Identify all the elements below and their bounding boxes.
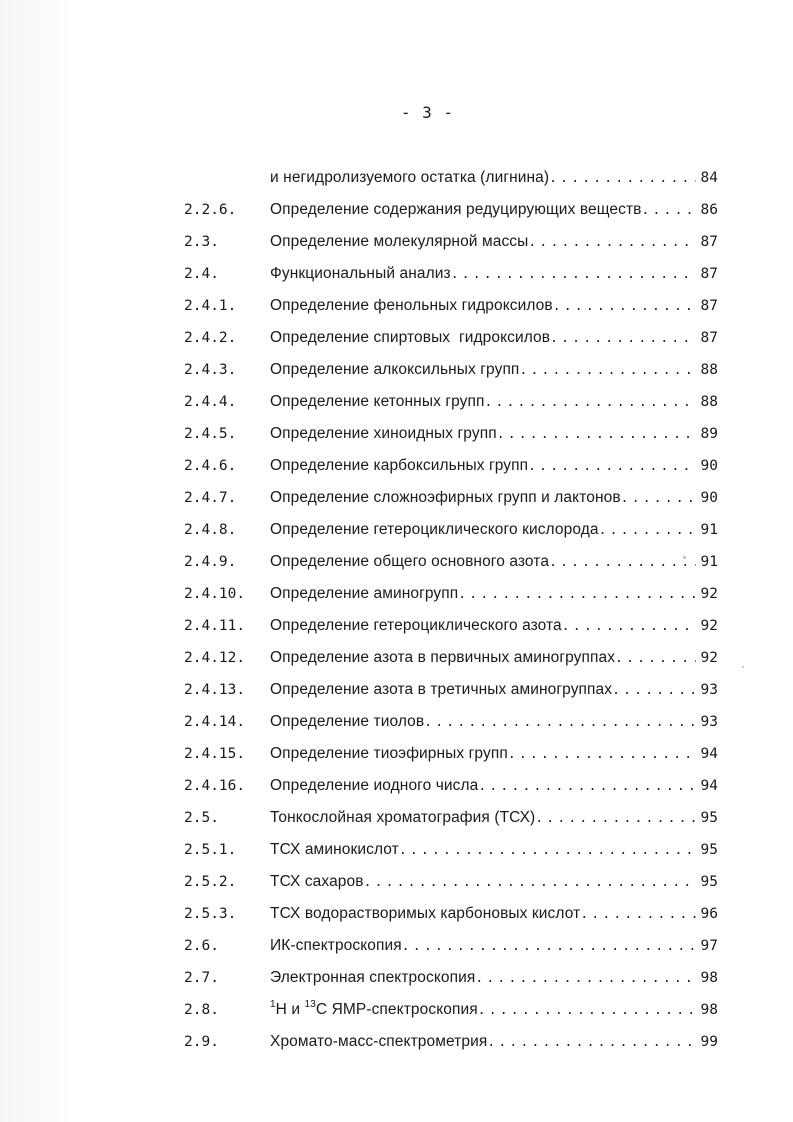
toc-entry-number: 2.4.9.	[184, 554, 237, 570]
toc-leader	[451, 263, 696, 287]
toc-leader	[528, 455, 696, 479]
toc-entry-title: Функциональный анализ	[270, 265, 451, 282]
title-fragment: Н и	[275, 1001, 305, 1018]
toc-entry-number: 2.2.6.	[184, 202, 237, 218]
toc-entry-number: 2.8.	[184, 1002, 219, 1018]
toc-leader	[599, 519, 696, 543]
toc-entry-number: 2.5.	[184, 810, 219, 826]
toc-entry	[0, 838, 793, 862]
toc-entry-number: 2.4.3.	[184, 362, 237, 378]
toc-leader	[549, 167, 696, 191]
toc-entry-page: 87	[700, 330, 718, 346]
toc-entry-page: 92	[700, 650, 718, 666]
toc-entry-number: 2.4.13.	[184, 682, 246, 698]
toc-entry-number: 2.5.3.	[184, 906, 237, 922]
toc-leader	[621, 487, 696, 511]
toc-entry-page: 90	[700, 458, 718, 474]
toc-entry-title: Определение сложноэфирных групп и лактонов	[270, 489, 621, 506]
toc-entry-number: 2.4.12.	[184, 650, 246, 666]
toc-entry-title: Определение молекулярной массы	[270, 233, 529, 250]
toc-entry-number: 2.4.	[184, 266, 219, 282]
toc-entry	[0, 966, 793, 990]
toc-entry-title: Определение алкоксильных групп	[270, 361, 520, 378]
toc-entry-title: Определение азота в первичных аминогруппах	[270, 649, 616, 666]
toc-leader	[562, 615, 696, 639]
toc-leader	[399, 839, 696, 863]
toc-entry-number: 2.5.1.	[184, 842, 237, 858]
page-number: - 3 -	[400, 103, 455, 122]
title-fragment: С ЯМР-спектроскопия	[315, 1001, 478, 1018]
toc-entry-title: ТСХ водорастворимых карбоновых кислот	[270, 905, 581, 922]
toc-leader	[458, 583, 696, 607]
toc-entry	[0, 774, 793, 798]
toc-entry-title: Определение гетероциклического кислорода	[270, 521, 599, 538]
toc-entry-page: 99	[700, 1034, 718, 1050]
toc-entry-number: 2.4.10.	[184, 586, 246, 602]
toc-entry-title: Определение тиоэфирных групп	[270, 745, 508, 762]
toc-entry-title: Определение спиртовых гидроксилов	[270, 329, 551, 346]
toc-entry-page: 91	[700, 554, 718, 570]
toc-entry-page: 92	[700, 618, 718, 634]
toc-entry-page: 97	[700, 938, 718, 954]
toc-entry-title: Определение фенольных гидроксилов	[270, 297, 553, 314]
toc-leader	[475, 967, 696, 991]
toc-entry	[0, 326, 793, 350]
toc-entry-page: 95	[700, 842, 718, 858]
toc-entry-title: Определение иодного числа	[270, 777, 479, 794]
toc-entry-number: 2.4.8.	[184, 522, 237, 538]
toc-entry-title: Определение тиолов	[270, 713, 425, 730]
toc-entry-number: 2.7.	[184, 970, 219, 986]
toc-leader	[615, 647, 696, 671]
toc-leader	[508, 743, 696, 767]
toc-entry-title: Определение содержания редуцирующих веществ	[270, 201, 642, 218]
toc-leader	[550, 327, 696, 351]
toc-entry	[0, 454, 793, 478]
toc-entry-page: 94	[700, 778, 718, 794]
scan-speck	[683, 556, 686, 559]
superscript-mass-number: 13	[304, 999, 316, 1010]
toc-entry-title: Определение хиноидных групп	[270, 425, 497, 442]
toc-entry-title	[270, 998, 478, 1022]
toc-entry-page: 88	[700, 394, 718, 410]
toc-entry	[0, 358, 793, 382]
toc-entry	[0, 614, 793, 638]
toc-entry	[0, 166, 793, 190]
toc-leader	[642, 199, 697, 223]
toc-entry-number: 2.4.2.	[184, 330, 237, 346]
toc-entry	[0, 678, 793, 702]
toc-leader	[402, 935, 696, 959]
toc-entry-title: Определение азота в третичных аминогруппах	[270, 681, 613, 698]
toc-leader	[487, 1031, 696, 1055]
toc-leader	[478, 775, 696, 799]
toc-entry	[0, 422, 793, 446]
toc-entry-number: 2.4.6.	[184, 458, 237, 474]
toc-entry	[0, 902, 793, 926]
toc-leader	[497, 423, 696, 447]
toc-entry-title: ТСХ аминокислот	[270, 841, 399, 858]
toc-leader	[535, 807, 696, 831]
toc-entry	[0, 262, 793, 286]
toc-leader	[553, 295, 696, 319]
toc-entry-page: 88	[700, 362, 718, 378]
toc-leader	[612, 679, 696, 703]
toc-entry-number: 2.4.1.	[184, 298, 237, 314]
toc-entry	[0, 550, 793, 574]
toc-entry-number: 2.4.16.	[184, 778, 246, 794]
toc-leader	[484, 391, 696, 415]
scan-speck	[742, 666, 744, 668]
toc-entry-page: 94	[700, 746, 718, 762]
toc-entry-number: 2.5.2.	[184, 874, 237, 890]
toc-entry	[0, 646, 793, 670]
toc-entry-title: Определение карбоксильных групп	[270, 457, 529, 474]
toc-entry-page: 87	[700, 298, 718, 314]
toc-entry-page: 95	[700, 810, 718, 826]
toc-entry-page: 93	[700, 682, 718, 698]
toc-entry-title: ИК-спектроскопия	[270, 937, 402, 954]
toc-entry-title: ТСХ сахаров	[270, 873, 364, 890]
toc-entry	[0, 390, 793, 414]
toc-entry-page: 98	[700, 1002, 718, 1018]
toc-entry	[0, 230, 793, 254]
toc-entry	[0, 582, 793, 606]
toc-entry	[0, 710, 793, 734]
toc-entry-title: Тонкослойная хроматография (ТСХ)	[270, 809, 536, 826]
toc-entry	[0, 294, 793, 318]
toc-entry-page: 93	[700, 714, 718, 730]
toc-entry-title: Определение аминогрупп	[270, 585, 459, 602]
toc-entry-number: 2.4.7.	[184, 490, 237, 506]
toc-entry-number: 2.6.	[184, 938, 219, 954]
toc-entry-page: 95	[700, 874, 718, 890]
toc-entry-page: 87	[700, 234, 718, 250]
toc-entry-title: и негидролизуемого остатка (лигнина)	[270, 169, 550, 186]
toc-entry-page: 96	[700, 906, 718, 922]
toc-leader	[528, 231, 696, 255]
toc-entry-title: Определение кетонных групп	[270, 393, 485, 410]
toc-entry-number: 2.4.11.	[184, 618, 246, 634]
toc-entry-number: 2.4.15.	[184, 746, 246, 762]
toc-leader	[580, 903, 696, 927]
toc-entry	[0, 934, 793, 958]
toc-entry-page: 91	[700, 522, 718, 538]
toc-leader	[519, 359, 696, 383]
toc-entry-page: 87	[700, 266, 718, 282]
toc-entry-number: 2.3.	[184, 234, 219, 250]
toc-entry	[0, 518, 793, 542]
toc-entry-page: 98	[700, 970, 718, 986]
toc-entry-page: 86	[700, 202, 718, 218]
toc-entry	[0, 1030, 793, 1054]
toc-entry	[0, 742, 793, 766]
toc-leader	[364, 871, 696, 895]
toc-entry-page: 84	[700, 170, 718, 186]
superscript-mass-number: 1	[270, 999, 276, 1010]
toc-entry	[0, 486, 793, 510]
toc-leader	[424, 711, 696, 735]
toc-entry-title: Электронная спектроскопия	[270, 969, 476, 986]
toc-entry	[0, 998, 793, 1022]
toc-entry-page: 90	[700, 490, 718, 506]
toc-entry-title: Определение гетероциклического азота	[270, 617, 562, 634]
toc-entry-number: 2.4.5.	[184, 426, 237, 442]
toc-entry-number: 2.9.	[184, 1034, 219, 1050]
toc-leader	[549, 551, 696, 575]
toc-entry-title: Определение общего основного азота	[270, 553, 550, 570]
toc-entry-number: 2.4.14.	[184, 714, 246, 730]
toc-entry-page: 89	[700, 426, 718, 442]
toc-entry	[0, 198, 793, 222]
toc-entry	[0, 870, 793, 894]
toc-entry	[0, 806, 793, 830]
toc-entry-title: Хромато-масс-спектрометрия	[270, 1033, 488, 1050]
toc-leader	[478, 999, 696, 1023]
toc-entry-number: 2.4.4.	[184, 394, 237, 410]
toc-entry-page: 92	[700, 586, 718, 602]
